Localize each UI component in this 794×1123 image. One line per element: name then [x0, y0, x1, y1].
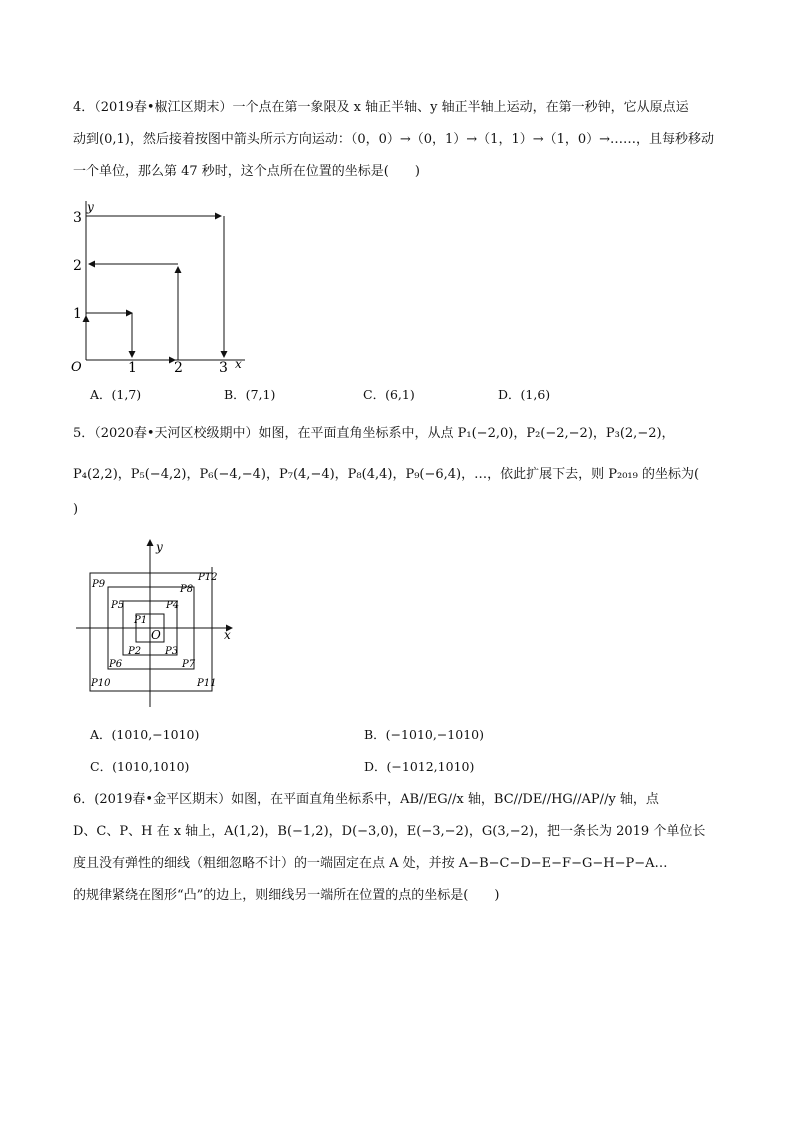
q5-point-label: P9 [92, 579, 106, 590]
q5-point-label: P6 [109, 659, 123, 670]
q5-point-label: P5 [111, 600, 125, 611]
q6-line-3: 度且没有弹性的细线（粗细忽略不计）的一端固定在点 A 处，并按 A−B−C−D−E−F−G−H−P−A… [73, 856, 668, 871]
q4-line-1: 4．（2019春•椒江区期末）一个点在第一象限及 x 轴正半轴、y 轴正半轴上运动，在第一秒钟，它从原点运 [73, 100, 689, 115]
q4-x-tick: 1 [128, 360, 137, 376]
q4-origin: O [71, 360, 82, 375]
q5-point-label: P8 [180, 584, 194, 595]
q5-option-b[interactable]: B．(−1010,−1010) [364, 727, 484, 742]
q4-option-b[interactable]: B．(7,1) [224, 387, 276, 402]
q5-line-3: ) [73, 502, 79, 517]
q4-line-3: 一个单位，那么第 47 秒时，这个点所在位置的坐标是( ) [73, 164, 420, 179]
q5-point-label: P11 [197, 678, 217, 689]
q5-point-label: P4 [166, 600, 180, 611]
q5-point-label: P7 [182, 659, 196, 670]
q5-option-d[interactable]: D．(−1012,1010) [364, 759, 475, 774]
q4-x-label: x [235, 357, 242, 371]
q4-line-2: 动到(0,1)，然后接着按图中箭头所示方向运动：（0，0）→（0，1）→（1，1）→（1，0）→……，且每秒移动 [73, 132, 715, 147]
q6-line-4: 的规律紧绕在图形“凸”的边上，则细线另一端所在位置的点的坐标是( ) [73, 888, 500, 903]
q4-x-tick: 3 [219, 360, 228, 376]
q5-option-a[interactable]: A．(1010,−1010) [90, 727, 200, 742]
q4-option-a[interactable]: A．(1,7) [90, 387, 142, 402]
q5-line-2: P₄(2,2)，P₅(−4,2)，P₆(−4,−4)，P₇(4,−4)，P₈(4,4)，P₉(−6,4)，…，依此扩展下去，则 P₂₀₁₉ 的坐标为( [73, 467, 700, 482]
q5-line-1: 5．（2020春•天河区校级期中）如图，在平面直角坐标系中，从点 P₁(−2,0)，P₂(−2,−2)，P₃(2,−2)， [73, 426, 675, 441]
q5-origin: O [151, 628, 161, 642]
q6-line-2: D、C、P、H 在 x 轴上，A(1,2)，B(−1,2)，D(−3,0)，E(−3,−2)，G(3,−2)，把一条长为 2019 个单位长 [73, 824, 706, 839]
q4-x-tick: 2 [174, 360, 183, 376]
q5-point-label: P10 [91, 678, 111, 689]
q5-x-label: x [224, 628, 231, 642]
q5-figure [70, 535, 245, 715]
q5-point-label: P12 [198, 572, 218, 583]
q4-option-c[interactable]: C．(6,1) [363, 387, 415, 402]
q5-point-label: P3 [165, 646, 179, 657]
q4-y-tick: 2 [73, 258, 82, 274]
q4-figure [60, 195, 260, 380]
q4-y-tick: 1 [73, 306, 82, 322]
q4-option-d[interactable]: D．(1,6) [498, 387, 551, 402]
q4-y-label: y [87, 200, 94, 214]
q5-point-label: P1 [134, 615, 148, 626]
q6-line-1: 6．(2019春•金平区期末）如图，在平面直角坐标系中，AB//EG//x 轴，BC//DE//HG//AP//y 轴，点 [73, 792, 659, 807]
q5-option-c[interactable]: C．(1010,1010) [90, 759, 190, 774]
q5-y-label: y [156, 540, 163, 554]
q4-y-tick: 3 [73, 210, 82, 226]
q5-point-label: P2 [128, 646, 142, 657]
